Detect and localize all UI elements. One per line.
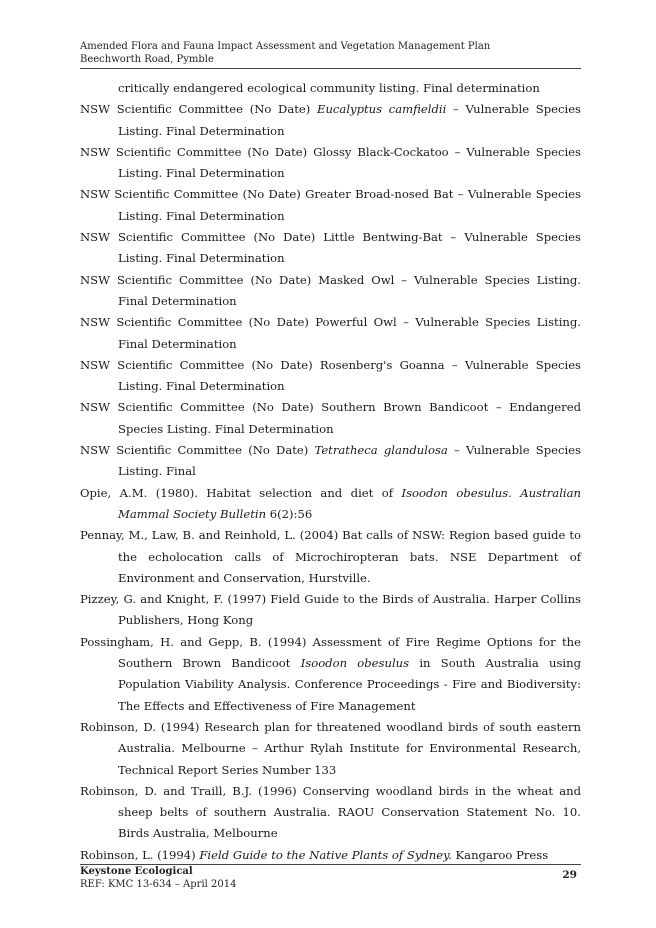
- reference-item: Robinson, L. (1994) Field Guide to the Native Plants of Sydney. Kangaroo Press: [80, 847, 549, 862]
- page-header: [80, 40, 581, 69]
- reference-item: NSW Scientific Committee (No Date) Eucalyptus camfieldii – Vulnerable Species Listing. Final Determination: [80, 102, 582, 138]
- reference-item: Opie, A.M. (1980). Habitat selection and diet of Isoodon obesulus. Australian Mammal Society Bulletin 6(2):56: [80, 485, 581, 521]
- site-address: Beechworth Road, Pymble: [80, 54, 214, 65]
- reference-item: NSW Scientific Committee (No Date) Masked Owl – Vulnerable Species Listing. Final Determination: [80, 272, 581, 308]
- reference-item: Possingham, H. and Gepp, B. (1994) Assessment of Fire Regime Options for the Southern Brown Bandicoot Isoodon obesulus in South Australia using Population Viability Analysis. Conference Proceedings - Fire and Biodiversity: The Effects and Effectiveness of Fire Management: [80, 634, 581, 713]
- reference-item: Pizzey, G. and Knight, F. (1997) Field Guide to the Birds of Australia. Harper Collins Publishers, Hong Kong: [80, 592, 581, 628]
- company-name: Keystone Ecological: [80, 866, 193, 877]
- reference-item: NSW Scientific Committee (No Date) Glossy Black-Cockatoo – Vulnerable Species Listing. Final Determination: [80, 144, 581, 181]
- page-number: 29: [562, 869, 577, 881]
- reference-item: Robinson, D. (1994) Research plan for threatened woodland birds of south eastern Australia. Melbourne – Arthur Rylah Institute for Environmental Research, Technical Report Series Number 133: [80, 719, 581, 777]
- reference-continuation: critically endangered ecological community listing. Final determination: [118, 81, 540, 95]
- reference-item: NSW Scientific Committee (No Date) Tetratheca glandulosa – Vulnerable Species Listing. Final: [80, 443, 581, 479]
- reference-item: NSW Scientific Committee (No Date) Southern Brown Bandicoot – Endangered Species Listing. Final Determination: [80, 400, 581, 436]
- reference-item: NSW Scientific Committee (No Date) Little Bentwing-Bat – Vulnerable Species Listing. Final Determination: [80, 230, 581, 266]
- reference-item: NSW Scientific Committee (No Date) Rosenberg's Goanna – Vulnerable Species Listing. Final Determination: [80, 357, 581, 394]
- reference-item: NSW Scientific Committee (No Date) Greater Broad-nosed Bat – Vulnerable Species Listing. Final Determination: [80, 187, 581, 223]
- report-reference: REF: KMC 13-634 – April 2014: [80, 878, 237, 890]
- reference-item: Pennay, M., Law, B. and Reinhold, L. (2004) Bat calls of NSW: Region based guide to the echolocation calls of Microchiropteran bats. NSE Department of Environment and Conservation, Hurstville.: [80, 528, 581, 585]
- reference-item: NSW Scientific Committee (No Date) Powerful Owl – Vulnerable Species Listing. Final Determination: [80, 315, 581, 351]
- reference-item: Robinson, D. and Traill, B.J. (1996) Conserving woodland birds in the wheat and sheep belts of southern Australia. RAOU Conservation Statement No. 10. Birds Australia, Melbourne: [80, 783, 581, 841]
- document-title: Amended Flora and Fauna Impact Assessment and Vegetation Management Plan: [80, 41, 491, 52]
- page-footer: [80, 864, 581, 891]
- reference-list: [80, 78, 581, 866]
